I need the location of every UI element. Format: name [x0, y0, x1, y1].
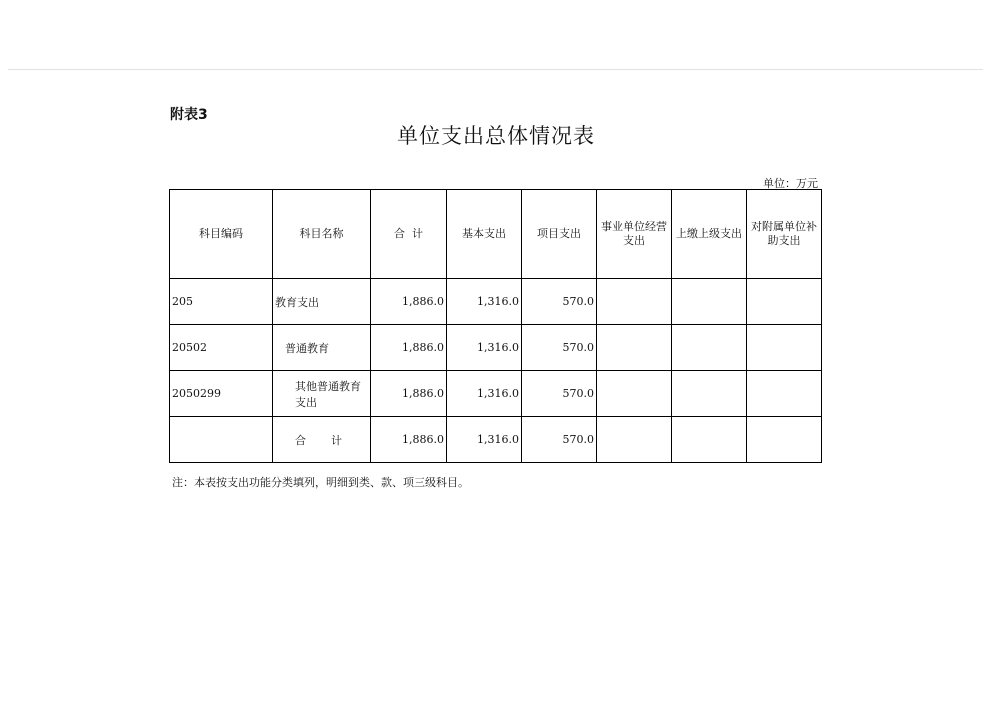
footnote: 注：本表按支出功能分类填列，明细到类、款、项三级科目。 [172, 476, 469, 489]
row-basic: 1,316.0 [447, 371, 522, 417]
row-code: 205 [170, 279, 273, 325]
total-upper [672, 417, 747, 463]
total-business [597, 417, 672, 463]
attachment-label: 附表3 [170, 107, 208, 123]
total-code [170, 417, 273, 463]
row-basic: 1,316.0 [447, 279, 522, 325]
row-project: 570.0 [522, 325, 597, 371]
total-label: 合 计 [273, 417, 371, 463]
header-total: 合 计 [371, 190, 447, 279]
row-subsidy [747, 279, 822, 325]
row-upper [672, 325, 747, 371]
total-basic: 1,316.0 [447, 417, 522, 463]
header-project: 项目支出 [522, 190, 597, 279]
row-basic: 1,316.0 [447, 325, 522, 371]
row-name: 其他普通教育支出 [273, 371, 371, 417]
row-business [597, 371, 672, 417]
row-business [597, 279, 672, 325]
header-code: 科目编码 [170, 190, 273, 279]
row-subsidy [747, 371, 822, 417]
table-header-row [170, 190, 822, 279]
row-total: 1,886.0 [371, 325, 447, 371]
table-row [170, 279, 822, 325]
row-total: 1,886.0 [371, 279, 447, 325]
header-upper: 上缴上级支出 [672, 190, 747, 279]
header-basic: 基本支出 [447, 190, 522, 279]
table-total-row [170, 417, 822, 463]
header-subsidy: 对附属单位补助支出 [747, 190, 822, 279]
expenditure-table [169, 189, 822, 463]
row-project: 570.0 [522, 371, 597, 417]
header-name: 科目名称 [273, 190, 371, 279]
total-project: 570.0 [522, 417, 597, 463]
row-business [597, 325, 672, 371]
row-code: 2050299 [170, 371, 273, 417]
row-name: 普通教育 [273, 325, 371, 371]
unit-label: 单位：万元 [763, 177, 818, 190]
table-row [170, 325, 822, 371]
top-divider [8, 69, 983, 70]
row-project: 570.0 [522, 279, 597, 325]
table-row [170, 371, 822, 417]
page-title: 单位支出总体情况表 [397, 124, 595, 148]
row-total: 1,886.0 [371, 371, 447, 417]
row-code: 20502 [170, 325, 273, 371]
total-subsidy [747, 417, 822, 463]
row-subsidy [747, 325, 822, 371]
row-upper [672, 371, 747, 417]
row-upper [672, 279, 747, 325]
total-total: 1,886.0 [371, 417, 447, 463]
header-business: 事业单位经营支出 [597, 190, 672, 279]
row-name: 教育支出 [273, 279, 371, 325]
